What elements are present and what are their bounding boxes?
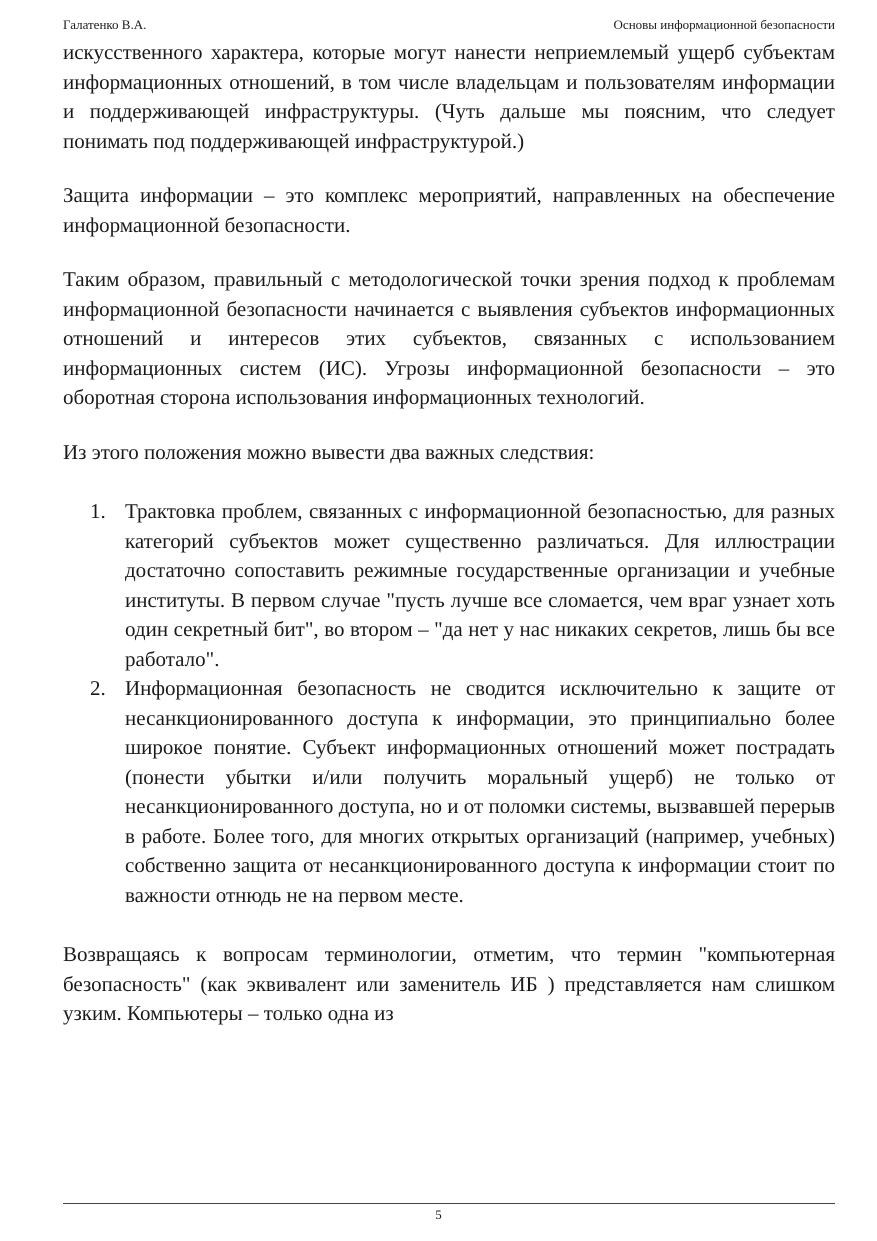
paragraph-1: искусственного характера, которые могут нанести неприемлемый ущерб субъектам информационных отношений, в том числе владельцам и пользователям информации и поддерживающей инфраструктуры. (Чуть дальше мы поясним, что следует понимать под поддерживающей инфраструктурой.) bbox=[63, 40, 835, 153]
header-author: Галатенко В.А. bbox=[63, 17, 147, 32]
list-item bbox=[63, 674, 835, 910]
page-number: 5 bbox=[435, 1207, 442, 1222]
consequences-list bbox=[63, 497, 835, 910]
paragraph-5: Возвращаясь к вопросам терминологии, отметим, что термин "компьютерная безопасность" (как эквивалент или заменитель ИБ ) представляется нам слишком узким. Компьютеры – только одна из bbox=[63, 942, 835, 1025]
page-body bbox=[63, 38, 835, 1029]
body-clip bbox=[0, 38, 877, 1198]
list-item bbox=[63, 497, 835, 674]
page-header bbox=[63, 16, 835, 34]
list-item-number: 1. bbox=[90, 499, 106, 523]
paragraph-3: Таким образом, правильный с методологической точки зрения подход к проблемам информационной безопасности начинается с выявления субъектов информационных отношений и интересов этих субъектов, связанных с использованием информационных систем (ИС). Угрозы информационной безопасности – это оборотная сторона использования информационных технологий. bbox=[63, 267, 835, 409]
paragraph-4: Из этого положения можно вывести два важных следствия: bbox=[63, 439, 595, 464]
footer-divider bbox=[63, 1203, 835, 1204]
header-book-title: Основы информационной безопасности bbox=[613, 17, 835, 32]
list-item-text: Информационная безопасность не сводится исключительно к защите от несанкционированного доступа к информации, это принципиально более широкое понятие. Субъект информационных отношений может пострадать (понести убытки и/или получить моральный ущерб) не только от несанкционированного доступа, но и от поломки системы, вызвавшей перерыв в работе. Более того, для многих открытых организаций (например, учебных) собственно защита от несанкционированного доступа к информации стоит по важности отнюдь не на первом месте. bbox=[125, 676, 835, 907]
list-item-number: 2. bbox=[90, 676, 106, 700]
list-item-text: Трактовка проблем, связанных с информационной безопасностью, для разных категорий субъектов может существенно различаться. Для иллюстрации достаточно сопоставить режимные государственные организации и учебные институты. В первом случае "пусть лучше все сломается, чем враг узнает хоть один секретный бит", во втором – "да нет у нас никаких секретов, лишь бы все работало". bbox=[125, 499, 835, 671]
paragraph-2: Защита информации – это комплекс мероприятий, направленных на обеспечение информационной безопасности. bbox=[63, 183, 835, 237]
